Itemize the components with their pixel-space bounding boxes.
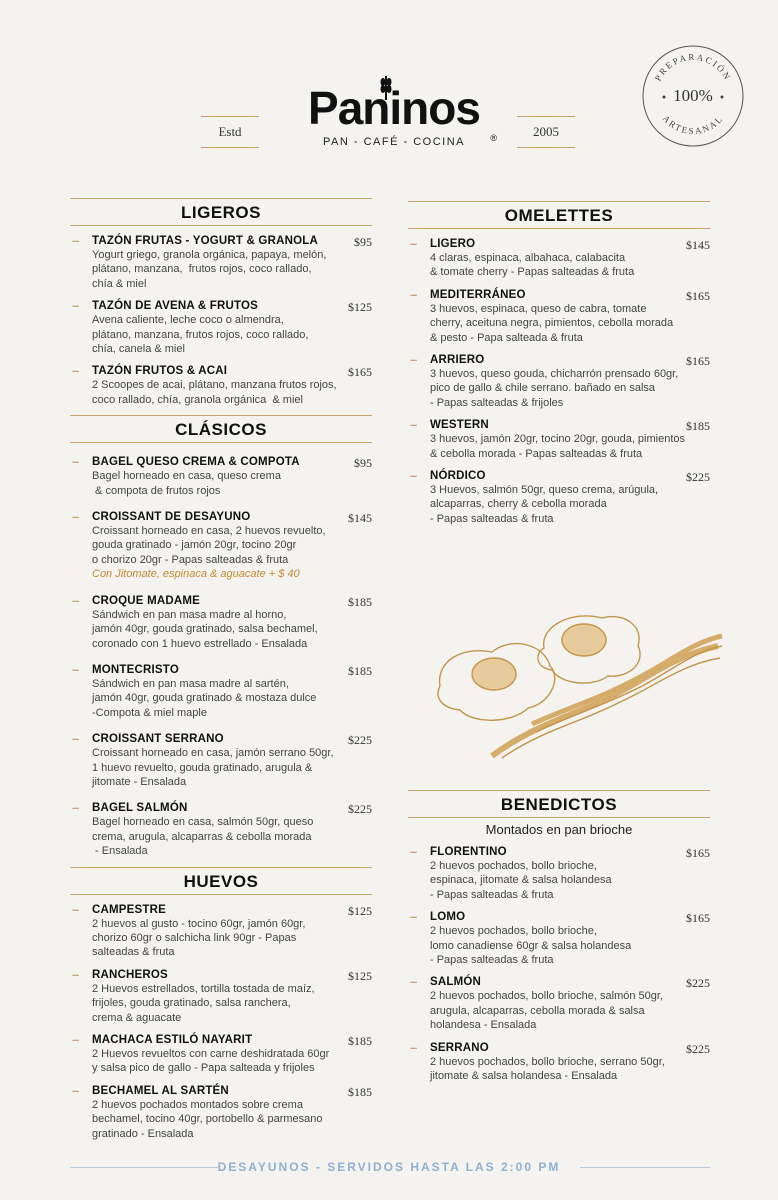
item-name: SALMÓN [430,976,482,989]
item-name: ARRIERO [430,354,485,367]
menu-item [408,470,710,526]
item-description: Bagel horneado en casa, salmón 50gr, queso [92,816,314,829]
item-addon-note: Con Jitomate, espinaca & aguacate + $ 40 [92,568,300,581]
item-description: Croissant horneado en casa, 2 huevos revuelto, [92,525,326,538]
item-description: 2 huevos pochados montados sobre crema [92,1098,303,1111]
menu-item [408,354,710,410]
item-description: 3 huevos, queso gouda, chicharrón prensado 60gr, [430,368,679,381]
item-description: arugula, alcaparras, cebolla morada & salsa [430,1004,645,1017]
item-price: $225 [686,1041,710,1056]
item-bullet: – [72,363,80,379]
footer-note: DESAYUNOS - SERVIDOS HASTA LAS 2:00 PM [217,1160,561,1174]
item-description: alcaparras, cherry & cebolla morada [430,498,607,511]
menu-item [408,976,710,1032]
menu-item [70,733,372,789]
menu-item [70,1034,372,1076]
item-description: & cebolla morada - Papas salteadas & fruta [430,447,643,460]
item-description: 2 Huevos estrellados, tortilla tostada de maíz, [92,982,315,995]
item-name: LIGERO [430,238,476,250]
brand-name: Paninos ® [284,78,504,138]
item-description: Yogurt griego, granola orgánica, papaya, melón, [92,249,327,261]
item-name: BAGEL SALMÓN [92,802,188,815]
stamp-center-text: 100% [673,86,713,105]
item-description: chorizo 60gr o salchicha link 90gr - Papas [92,931,297,944]
item-price: $185 [348,594,372,609]
item-description: gouda gratinado - jamón 20gr, tocino 20gr [92,539,297,552]
item-price: $185 [348,1084,372,1099]
section-huevos [70,867,372,1141]
item-description: 3 Huevos, salmón 50gr, queso crema, arúgula, [430,484,659,497]
item-price: $95 [354,456,372,471]
item-name: MACHACA ESTILÓ NAYARIT [92,1034,253,1046]
section-title: LIGEROS [70,198,372,226]
item-name: MONTECRISTO [92,663,179,676]
item-price: $95 [354,235,372,249]
item-description: 2 huevos pochados, bollo brioche, [430,925,597,938]
item-description: 4 claras, espinaca, albahaca, calabacita [430,252,626,264]
item-price: $165 [686,846,710,860]
section-benedictos [408,790,710,1083]
menu-item [70,661,372,720]
estd-label: Estd [201,116,259,148]
menu-item [70,235,372,291]
item-bullet: – [72,731,80,747]
item-bullet: – [410,286,418,302]
item-description: frijoles, gouda gratinado, salsa ranchera, [92,997,291,1010]
item-description: -Compota & miel maple [92,706,207,719]
year-label: 2005 [517,116,575,148]
menu-item [70,592,372,651]
item-description: Avena caliente, leche coco o almendra, [92,314,284,327]
item-description: chía, canela & miel [92,343,185,356]
item-name: BAGEL QUESO CREMA & COMPOTA [92,456,300,469]
item-name: NÓRDICO [430,470,486,483]
item-description: jitomate - Ensalada [92,775,187,788]
brand-logo [284,78,504,148]
section-ligeros [70,198,372,407]
item-bullet: – [410,468,418,484]
item-bullet: – [72,454,80,470]
menu-item [408,911,710,967]
item-name: MEDITERRÁNEO [430,288,526,301]
menu-item [70,802,372,858]
item-price: $185 [686,419,710,434]
item-description: lomo canadiense 60gr & salsa holandesa [430,939,632,952]
item-description: Croissant horneado en casa, jamón serrano 50gr, [92,747,334,760]
item-price: $125 [348,968,372,983]
item-bullet: – [72,1032,80,1047]
item-description: 2 huevos pochados, bollo brioche, [430,860,597,872]
menu-item [408,846,710,902]
svg-text:PREPARACIÓN [653,52,733,83]
item-description: - Papas salteadas & fruta [430,888,554,901]
item-price: $165 [686,288,710,303]
item-description: crema, arugula, alcaparras & cebolla morada [92,830,312,843]
item-bullet: – [410,909,418,925]
item-description: y salsa pico de gallo - Papa salteada y frijoles [92,1062,315,1075]
menu-item [70,901,372,960]
menu-item [408,1039,710,1084]
item-description: 2 huevos pochados, bollo brioche, serrano 50gr, [430,1055,665,1068]
item-description: Bagel horneado en casa, queso crema [92,470,281,483]
item-description: espinaca, jitomate & salsa holandesa [430,874,612,887]
item-bullet: – [410,352,418,368]
section-omelettes [408,201,710,526]
item-description: Sándwich en pan masa madre al horno, [92,608,287,621]
item-description: & pesto - Papa salteada & fruta [430,331,583,344]
item-description: gratinado - Ensalada [92,1127,194,1140]
item-price: $165 [686,911,710,926]
item-description: o chorizo 20gr - Papas salteadas & fruta [92,553,289,566]
menu-item [408,238,710,280]
item-description: 3 huevos, jamón 20gr, tocino 20gr, gouda, pimientos [430,433,686,446]
item-bullet: – [72,592,80,608]
stamp-bottom-text: ARTESANAL [660,113,726,137]
item-bullet: – [72,966,80,982]
item-price: $125 [348,903,372,918]
item-price: $165 [348,365,372,380]
item-description: & compota de frutos rojos [92,484,221,497]
item-price: $225 [686,470,710,485]
item-price: $185 [348,1034,372,1048]
item-bullet: – [410,974,418,990]
item-description: - Ensalada [92,845,148,858]
item-description: - Papas salteadas & fruta [430,512,554,525]
item-price: $165 [686,354,710,369]
menu-item [70,365,372,407]
item-bullet: – [72,800,80,816]
item-description: plátano, manzana, frutos rojos, coco rallado, [92,328,309,341]
item-description: jamón 40gr, gouda gratinado & mostaza dulce [92,692,317,705]
item-description: salteadas & fruta [92,946,175,959]
item-price: $185 [348,663,372,678]
item-description: coronado con 1 huevo estrellado - Ensalada [92,637,308,650]
menu-item [70,966,372,1025]
right-column-bottom [408,790,710,1083]
item-name: TAZÓN FRUTAS - YOGURT & GRANOLA [92,235,318,247]
item-bullet: – [72,233,80,248]
section-title: OMELETTES [408,201,710,229]
item-name: BECHAMEL AL SARTÉN [92,1084,229,1097]
item-name: RANCHEROS [92,968,168,981]
item-bullet: – [410,844,418,859]
item-price: $125 [348,300,372,315]
item-name: FLORENTINO [430,846,507,858]
item-price: $145 [686,238,710,252]
item-bullet: – [72,901,80,917]
item-description: - Papas salteadas & frijoles [430,396,564,409]
item-name: LOMO [430,911,466,924]
item-description: coco rallado, chía, granola orgánica & miel [92,393,303,406]
item-name: CROISSANT DE DESAYUNO [92,511,251,524]
item-name: WESTERN [430,419,489,432]
item-name: SERRANO [430,1041,489,1054]
brand-tagline: PAN - CAFÉ - COCINA [323,136,465,148]
right-column [408,201,710,526]
menu-item [70,300,372,356]
item-bullet: – [72,509,80,525]
item-description: 3 huevos, espinaca, queso de cabra, tomate [430,302,647,315]
item-description: jitomate & salsa holandesa - Ensalada [430,1070,618,1083]
registered-mark: ® [490,133,496,143]
item-description: bechamel, tocino 40gr, portobello & parmesano [92,1113,323,1126]
item-description: plátano, manzana, frutos rojos, coco rallado, [92,263,312,276]
item-description: 2 Scoopes de acai, plátano, manzana frutos rojos, [92,379,337,392]
eggs-bacon-illustration [432,606,724,766]
item-bullet: – [410,417,418,433]
svg-text:ARTESANAL [661,113,725,136]
item-description: jamón 40gr, gouda gratinado, salsa bechamel, [92,623,318,636]
item-description: 2 huevos pochados, bollo brioche, salmón 50gr, [430,990,663,1003]
item-description: cherry, aceituna negra, pimientos, cebolla morada [430,317,674,330]
item-bullet: – [410,236,418,251]
section-title: CLÁSICOS [70,415,372,443]
menu-item [70,1082,372,1141]
item-name: CROISSANT SERRANO [92,733,224,746]
item-description: Sándwich en pan masa madre al sartén, [92,677,289,690]
item-description: 1 huevo revuelto, gouda gratinado, arugula & [92,761,313,774]
item-price: $225 [348,733,372,748]
section-clasicos [70,415,372,858]
menu-item [408,286,710,345]
item-description: pico de gallo & chile serrano. bañado en salsa [430,382,656,395]
item-bullet: – [72,661,80,677]
item-name: CAMPESTRE [92,903,167,916]
item-name: TAZÓN DE AVENA & FRUTOS [92,300,259,313]
menu-item [408,419,710,461]
left-column [70,198,372,1141]
item-price: $225 [348,802,372,817]
item-bullet: – [410,1039,418,1055]
item-price: $145 [348,511,372,526]
item-description: holandesa - Ensalada [430,1019,537,1032]
item-description: - Papas salteadas & fruta [430,954,554,967]
item-name: CROQUE MADAME [92,594,201,607]
section-title: BENEDICTOS [408,790,710,818]
item-description: 2 huevos al gusto - tocino 60gr, jamón 60gr, [92,917,306,930]
menu-item [70,511,372,582]
item-description: & tomate cherry - Papas salteadas & fruta [430,266,635,279]
section-title: HUEVOS [70,867,372,895]
item-price: $225 [686,976,710,991]
section-subtitle: Montados en pan brioche [485,822,633,837]
menu-item [70,456,372,498]
artisan-stamp [641,44,745,148]
item-bullet: – [72,1082,80,1098]
item-description: crema & aguacate [92,1011,182,1024]
stamp-top-text: PREPARACIÓN [652,51,734,83]
item-bullet: – [72,298,80,314]
item-description: 2 Huevos revueltos con carne deshidratada 60gr [92,1048,330,1060]
item-name: TAZÓN FRUTOS & ACAI [92,365,228,378]
item-description: chía & miel [92,277,147,290]
